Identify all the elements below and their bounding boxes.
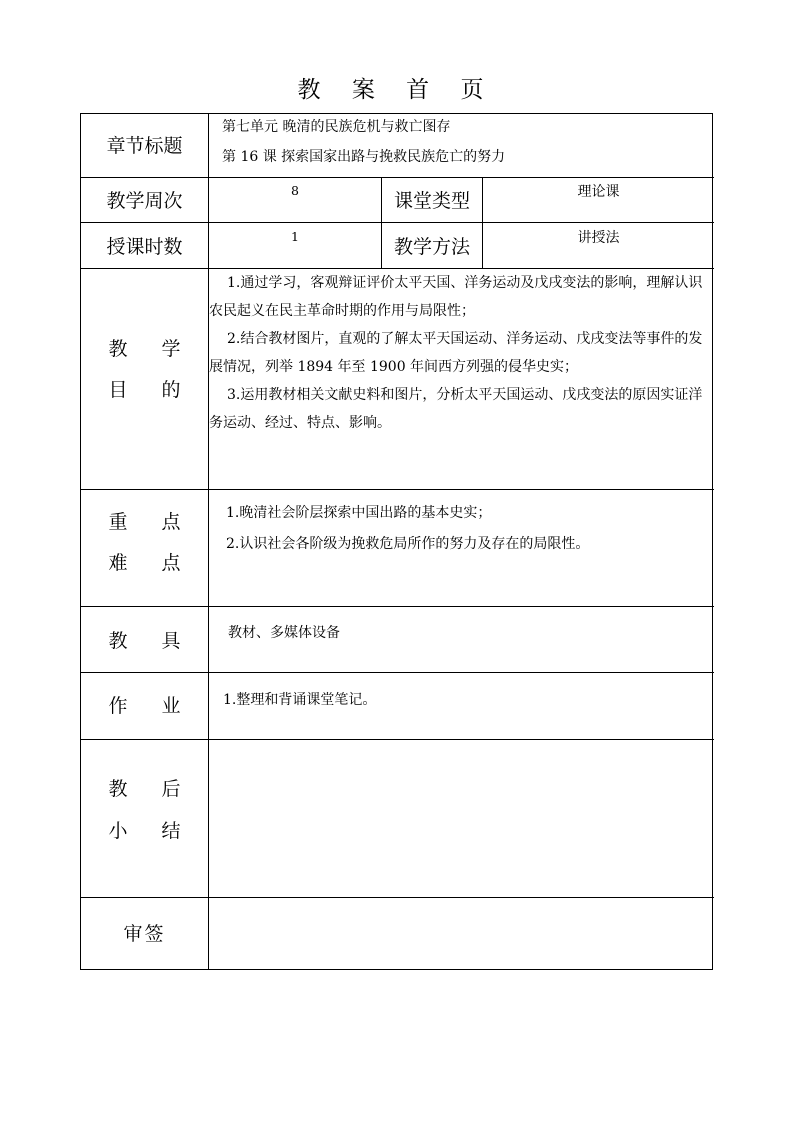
homework-label: 作 业	[108, 695, 195, 717]
objective-item: 3.运用教材相关文献史料和图片，分析太平天国运动、戊戌变法的原因实证洋务运动、经过、特点、影响。	[209, 387, 703, 431]
row-divider	[81, 897, 714, 898]
teaching-objectives-list	[209, 269, 714, 437]
teaching-week-label: 教学周次	[106, 190, 183, 212]
chapter-lesson-text: 第 16 课 探索国家出路与挽救民族危亡的努力	[222, 149, 506, 165]
row-divider	[81, 606, 714, 607]
row-divider	[81, 177, 714, 178]
review-signoff-label: 审签	[123, 923, 166, 945]
class-type-label: 课堂类型	[393, 190, 470, 212]
objective-item: 2.结合教材图片，直观的了解太平天国运动、洋务运动、戊戌变法等事件的发展情况，列举 1894 年至 1900 年间西方列强的侵华史实；	[209, 331, 703, 375]
key-points-label-line2: 难 点	[108, 552, 195, 574]
chapter-title-label: 章节标题	[106, 135, 183, 157]
key-point-item: 1.晚清社会阶层探索中国出路的基本史实；	[226, 505, 492, 521]
key-points-label-line1: 重 点	[108, 511, 195, 533]
row-divider	[81, 739, 714, 740]
teaching-tools-label: 教 具	[108, 630, 195, 652]
post-lesson-summary-label-line1: 教 后	[108, 778, 195, 800]
chapter-unit-text: 第七单元 晚清的民族危机与救亡图存	[222, 119, 451, 135]
teaching-week-value: 8	[291, 183, 299, 198]
row-divider	[81, 672, 714, 673]
teaching-hours-value: 1	[291, 229, 299, 244]
teaching-objectives-label-line1: 教 学	[108, 338, 195, 360]
lesson-plan-table	[80, 113, 713, 970]
teaching-objectives-label-line2: 目 的	[108, 379, 195, 401]
post-lesson-summary-label-line2: 小 结	[108, 820, 195, 842]
teaching-tools-value: 教材、多媒体设备	[228, 625, 340, 641]
row-divider	[81, 489, 714, 490]
objective-item: 1.通过学习，客观辩证评价太平天国、洋务运动及戊戌变法的影响，理解认识农民起义在民主革命时期的作用与局限性；	[209, 275, 703, 319]
class-type-value: 理论课	[577, 184, 620, 200]
homework-value: 1.整理和背诵课堂笔记。	[223, 692, 377, 708]
key-point-item: 2.认识社会各阶级为挽救危局所作的努力及存在的局限性。	[226, 536, 590, 552]
teaching-method-label: 教学方法	[393, 236, 470, 258]
page-title: 教 案 首 页	[297, 77, 496, 103]
teaching-method-value: 讲授法	[577, 230, 620, 246]
teaching-hours-label: 授课时数	[106, 236, 183, 258]
row-divider	[81, 222, 714, 223]
